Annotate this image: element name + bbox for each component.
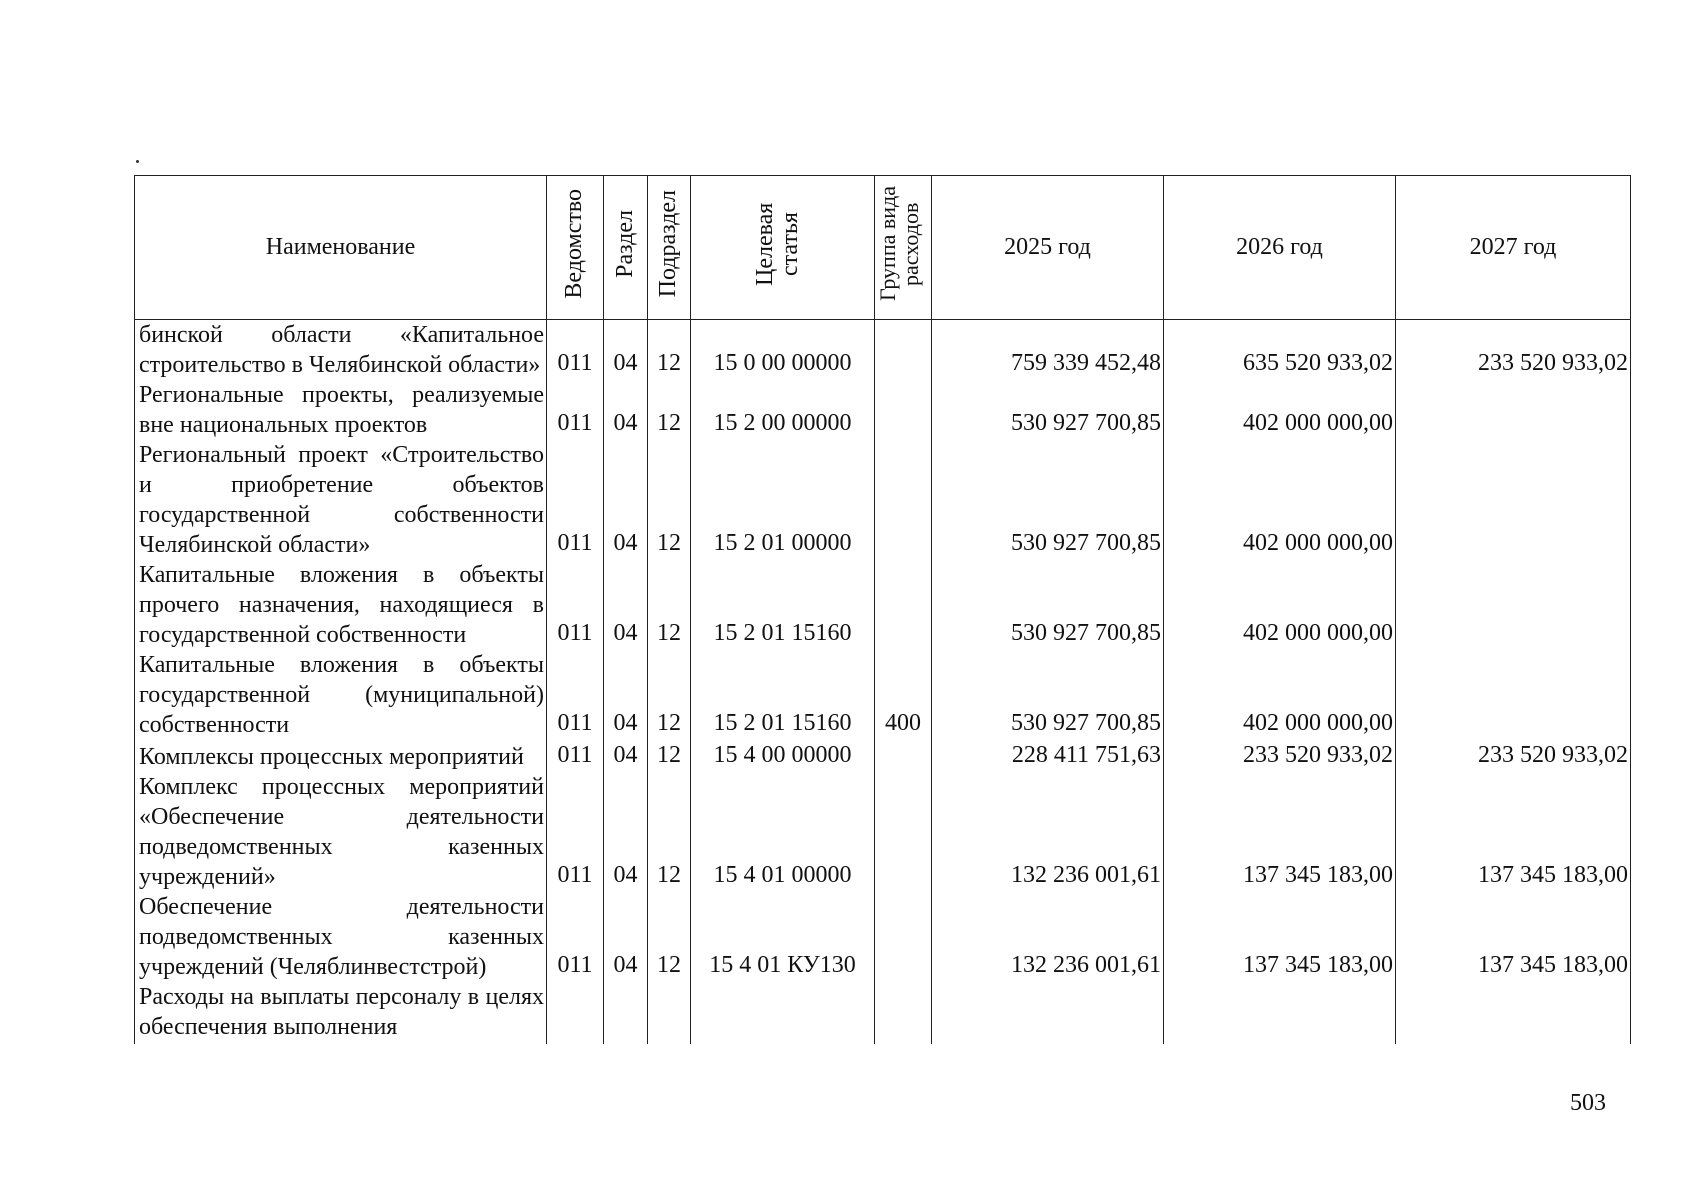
row-name: Расходы на выплаты персоналу в целях обеспечения выполнения xyxy=(135,982,547,1044)
row-celevaya-statya: 15 4 01 КУ130 xyxy=(691,892,875,982)
header-name: Наименование xyxy=(135,176,547,320)
row-amount-2027 xyxy=(1396,650,1631,740)
row-celevaya-statya xyxy=(691,982,875,1044)
table-body xyxy=(135,320,1631,1045)
row-celevaya-statya: 15 4 01 00000 xyxy=(691,772,875,892)
row-vedomstvo: 011 xyxy=(547,892,604,982)
row-podrazdel: 12 xyxy=(648,320,691,381)
row-gruppa-vida-rashodov xyxy=(875,772,932,892)
row-amount-2026: 233 520 933,02 xyxy=(1164,740,1396,772)
row-gruppa-vida-rashodov xyxy=(875,440,932,560)
row-vedomstvo: 011 xyxy=(547,740,604,772)
row-amount-2026: 402 000 000,00 xyxy=(1164,380,1396,440)
row-amount-2026: 137 345 183,00 xyxy=(1164,772,1396,892)
row-amount-2025 xyxy=(932,982,1164,1044)
row-amount-2025: 530 927 700,85 xyxy=(932,560,1164,650)
row-name: бинской области «Капитальное строительство в Челябинской области» xyxy=(135,320,547,381)
row-celevaya-statya: 15 2 00 00000 xyxy=(691,380,875,440)
row-podrazdel xyxy=(648,982,691,1044)
row-amount-2025: 530 927 700,85 xyxy=(932,440,1164,560)
row-amount-2027: 233 520 933,02 xyxy=(1396,740,1631,772)
row-gruppa-vida-rashodov xyxy=(875,982,932,1044)
row-gruppa-vida-rashodov xyxy=(875,740,932,772)
row-amount-2026: 635 520 933,02 xyxy=(1164,320,1396,381)
row-gruppa-vida-rashodov xyxy=(875,380,932,440)
table-row xyxy=(135,380,1631,440)
header-gruppa-vida-rashodov: Группа вида расходов xyxy=(875,176,932,320)
row-amount-2027: 137 345 183,00 xyxy=(1396,772,1631,892)
row-amount-2027 xyxy=(1396,982,1631,1044)
row-podrazdel: 12 xyxy=(648,440,691,560)
row-amount-2025: 530 927 700,85 xyxy=(932,650,1164,740)
row-amount-2025: 228 411 751,63 xyxy=(932,740,1164,772)
row-celevaya-statya: 15 2 01 00000 xyxy=(691,440,875,560)
table-row xyxy=(135,982,1631,1044)
row-vedomstvo: 011 xyxy=(547,380,604,440)
row-amount-2027: 233 520 933,02 xyxy=(1396,320,1631,381)
row-razdel: 04 xyxy=(604,892,648,982)
row-name: Региональный проект «Строительство и приобретение объектов государственной собственности Челябинской области» xyxy=(135,440,547,560)
row-razdel: 04 xyxy=(604,772,648,892)
row-razdel: 04 xyxy=(604,320,648,381)
row-amount-2026: 137 345 183,00 xyxy=(1164,892,1396,982)
table-header-row xyxy=(135,176,1631,320)
row-amount-2026 xyxy=(1164,982,1396,1044)
row-vedomstvo xyxy=(547,982,604,1044)
row-celevaya-statya: 15 4 00 00000 xyxy=(691,740,875,772)
row-gruppa-vida-rashodov xyxy=(875,560,932,650)
row-name: Обеспечение деятельности подведомственных казенных учреждений (Челяблинвестстрой) xyxy=(135,892,547,982)
row-gruppa-vida-rashodov: 400 xyxy=(875,650,932,740)
row-amount-2026: 402 000 000,00 xyxy=(1164,440,1396,560)
row-amount-2027 xyxy=(1396,560,1631,650)
row-amount-2026: 402 000 000,00 xyxy=(1164,560,1396,650)
header-year-2026: 2026 год xyxy=(1164,176,1396,320)
row-razdel: 04 xyxy=(604,740,648,772)
row-celevaya-statya: 15 2 01 15160 xyxy=(691,560,875,650)
table-row xyxy=(135,892,1631,982)
table-row xyxy=(135,740,1631,772)
row-podrazdel: 12 xyxy=(648,740,691,772)
row-name: Капитальные вложения в объекты государственной (муниципальной) собственности xyxy=(135,650,547,740)
row-amount-2025: 132 236 001,61 xyxy=(932,772,1164,892)
row-razdel xyxy=(604,982,648,1044)
row-vedomstvo: 011 xyxy=(547,560,604,650)
row-amount-2026: 402 000 000,00 xyxy=(1164,650,1396,740)
row-amount-2025: 132 236 001,61 xyxy=(932,892,1164,982)
row-name: Комплекс процессных мероприятий «Обеспечение деятельности подведомственных казенных учреждений» xyxy=(135,772,547,892)
row-amount-2025: 530 927 700,85 xyxy=(932,380,1164,440)
row-amount-2027 xyxy=(1396,380,1631,440)
row-gruppa-vida-rashodov xyxy=(875,320,932,381)
row-razdel: 04 xyxy=(604,560,648,650)
row-podrazdel: 12 xyxy=(648,892,691,982)
header-razdel: Раздел xyxy=(604,176,648,320)
row-razdel: 04 xyxy=(604,440,648,560)
table-row xyxy=(135,320,1631,381)
row-podrazdel: 12 xyxy=(648,772,691,892)
header-podrazdel: Подраздел xyxy=(648,176,691,320)
table-row xyxy=(135,772,1631,892)
table-row xyxy=(135,650,1631,740)
row-vedomstvo: 011 xyxy=(547,772,604,892)
table-row xyxy=(135,440,1631,560)
budget-table-wrapper xyxy=(134,175,1630,1044)
row-podrazdel: 12 xyxy=(648,560,691,650)
row-vedomstvo: 011 xyxy=(547,650,604,740)
row-celevaya-statya: 15 0 00 00000 xyxy=(691,320,875,381)
header-celevaya-statya: Целевая статья xyxy=(691,176,875,320)
row-gruppa-vida-rashodov xyxy=(875,892,932,982)
row-name: Региональные проекты, реализуемые вне национальных проектов xyxy=(135,380,547,440)
row-name: Капитальные вложения в объекты прочего назначения, находящиеся в государственной собственности xyxy=(135,560,547,650)
row-podrazdel: 12 xyxy=(648,650,691,740)
header-year-2027: 2027 год xyxy=(1396,176,1631,320)
header-vedomstvo: Ведомство xyxy=(547,176,604,320)
row-vedomstvo: 011 xyxy=(547,320,604,381)
row-amount-2025: 759 339 452,48 xyxy=(932,320,1164,381)
row-razdel: 04 xyxy=(604,380,648,440)
row-podrazdel: 12 xyxy=(648,380,691,440)
row-celevaya-statya: 15 2 01 15160 xyxy=(691,650,875,740)
row-amount-2027 xyxy=(1396,440,1631,560)
row-razdel: 04 xyxy=(604,650,648,740)
header-year-2025: 2025 год xyxy=(932,176,1164,320)
row-vedomstvo: 011 xyxy=(547,440,604,560)
page-number: 503 xyxy=(1570,1090,1606,1116)
row-name: Комплексы процессных мероприятий xyxy=(135,740,547,772)
budget-table xyxy=(134,175,1631,1044)
speck-mark xyxy=(136,160,139,163)
row-amount-2027: 137 345 183,00 xyxy=(1396,892,1631,982)
table-row xyxy=(135,560,1631,650)
